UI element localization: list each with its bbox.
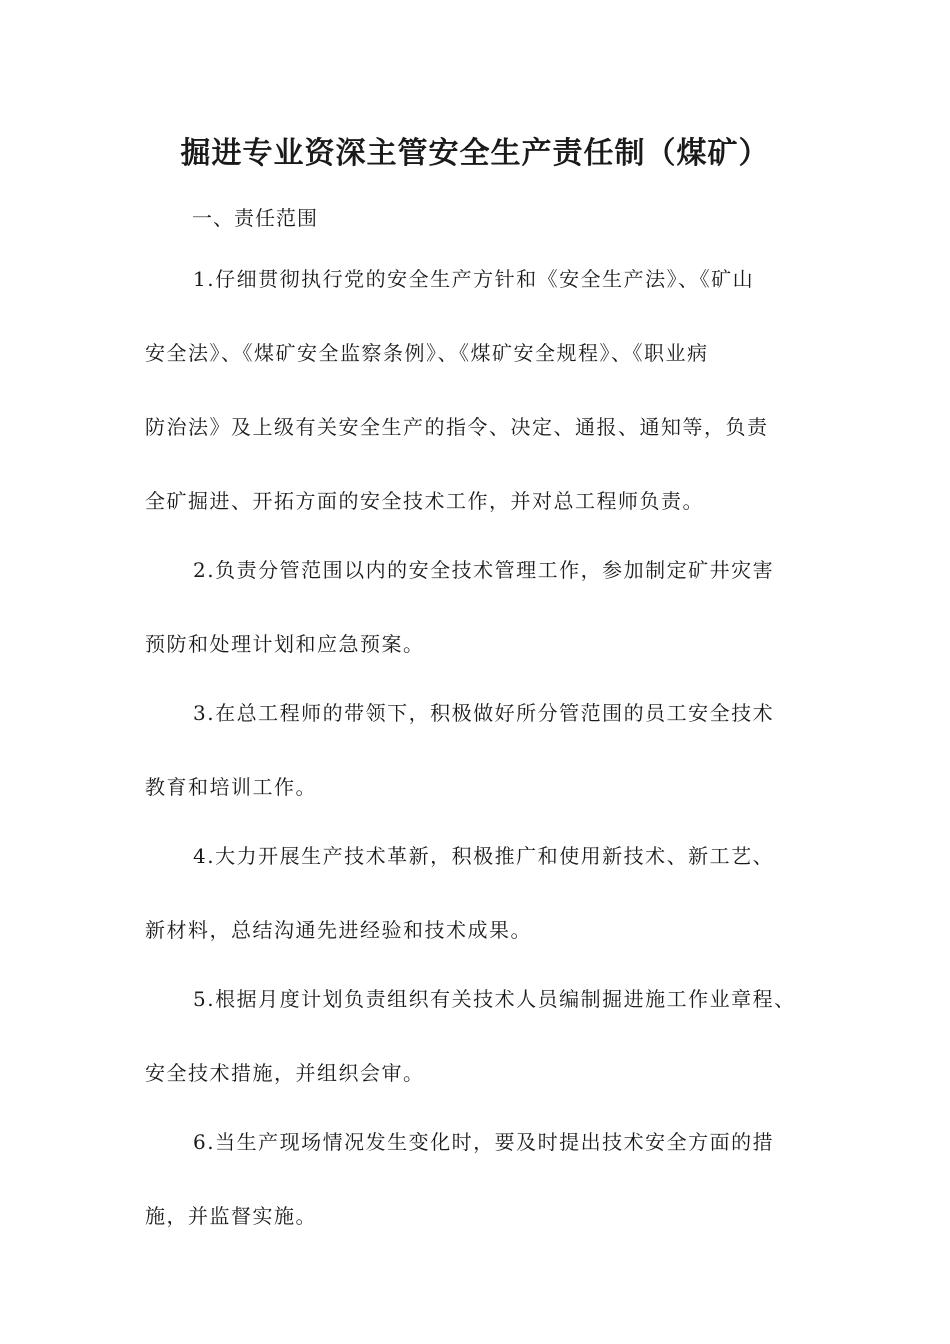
- paragraph-line: 6.当生产现场情况发生变化时，要及时提出技术安全方面的措: [193, 1130, 775, 1154]
- paragraph-line: 施，并监督实施。: [145, 1204, 317, 1228]
- paragraph-1: [145, 262, 807, 518]
- section-heading: 一、责任范围: [192, 206, 318, 230]
- paragraph-4: [145, 839, 807, 947]
- paragraph-line: 4.大力开展生产技术革新，积极推广和使用新技术、新工艺、: [193, 844, 775, 868]
- paragraph-6: [145, 1125, 807, 1233]
- paragraph-line: 2.负责分管范围以内的安全技术管理工作，参加制定矿井灾害: [193, 558, 775, 582]
- paragraph-line: 全矿掘进、开拓方面的安全技术工作，并对总工程师负责。: [145, 489, 704, 513]
- paragraph-2: [145, 553, 807, 661]
- document-body: [145, 262, 807, 1233]
- paragraph-line: 3.在总工程师的带领下，积极做好所分管范围的员工安全技术: [193, 701, 775, 725]
- paragraph-line: 安全技术措施，并组织会审。: [145, 1061, 425, 1085]
- paragraph-3: [145, 696, 807, 804]
- paragraph-line: 预防和处理计划和应急预案。: [145, 632, 425, 656]
- paragraph-line: 新材料，总结沟通先进经验和技术成果。: [145, 918, 532, 942]
- paragraph-5: [145, 982, 807, 1090]
- paragraph-line: 5.根据月度计划负责组织有关技术人员编制掘进施工作业章程、: [193, 987, 796, 1011]
- paragraph-line: 教育和培训工作。: [145, 775, 317, 799]
- paragraph-line: 1.仔细贯彻执行党的安全生产方针和《安全生产法》、《矿山: [193, 267, 755, 291]
- document-title: 掘进专业资深主管安全生产责任制（煤矿）: [180, 136, 770, 171]
- paragraph-line: 安全法》、《煤矿安全监察条例》、《煤矿安全规程》、《职业病: [145, 341, 709, 365]
- paragraph-line: 防治法》及上级有关安全生产的指令、决定、通报、通知等，负责: [145, 415, 769, 439]
